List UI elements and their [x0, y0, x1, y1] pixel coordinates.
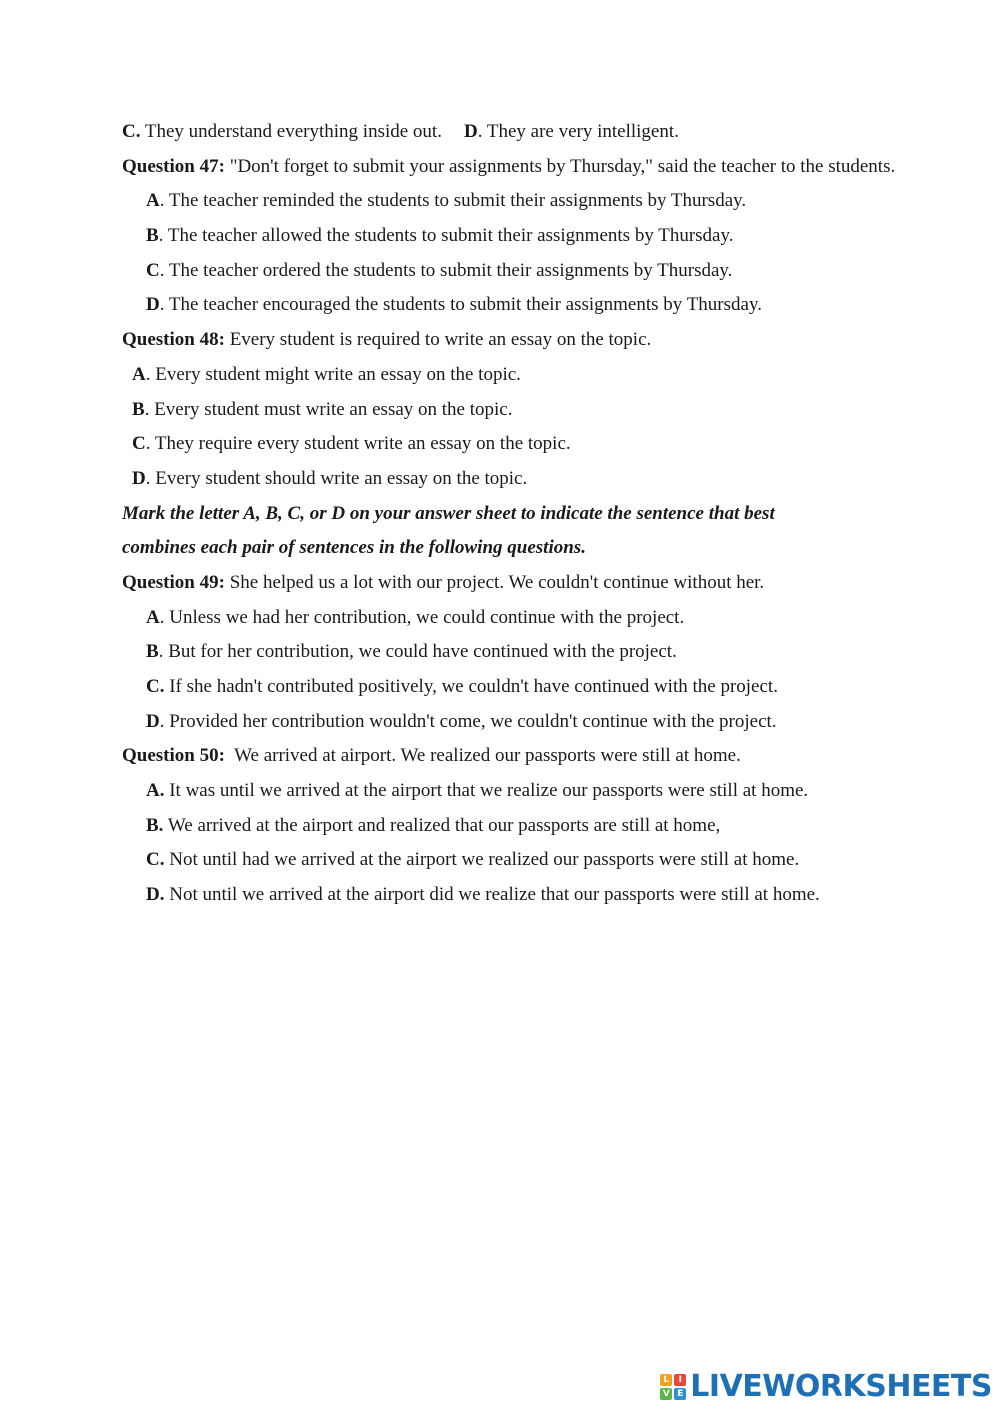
- question-48-option-c: [122, 427, 922, 462]
- section-instruction-line-2: combines each pair of sentences in the following questions.: [122, 537, 586, 559]
- question-text: She helped us a lot with our project. We couldn't continue without her.: [224, 571, 765, 593]
- logo-mark-cell: E: [674, 1388, 686, 1400]
- option-label: B: [132, 398, 145, 420]
- section-instruction-line-1: Mark the letter A, B, C, or D on your answer sheet to indicate the sentence that best: [122, 502, 775, 524]
- question-49-option-a: [122, 601, 922, 636]
- option-text: Not until had we arrived at the airport we realized our passports were still at home.: [164, 849, 800, 871]
- question-47-option-b: [122, 219, 922, 254]
- question-49-option-c: [122, 670, 922, 705]
- option-label: D: [146, 294, 160, 316]
- option-text: Not until we arrived at the airport did we realize that our passports were still at home.: [164, 884, 820, 906]
- question-48-stem: [122, 323, 922, 358]
- option-text: . Every student might write an essay on the topic.: [145, 363, 521, 385]
- question-label: Question 47:: [122, 155, 225, 177]
- option-label: D.: [146, 884, 165, 906]
- liveworksheets-logo: [660, 1367, 992, 1407]
- question-text: We arrived at airport. We realized our passports were still at home.: [224, 745, 741, 767]
- question-50-option-c: [122, 843, 922, 878]
- option-text: If she hadn't contributed positively, we couldn't have continued with the project.: [164, 676, 778, 698]
- option-text: . Unless we had her contribution, we could continue with the project.: [159, 606, 685, 628]
- question-48-option-b: [122, 393, 922, 428]
- option-text: . Every student must write an essay on the topic.: [144, 398, 513, 420]
- option-text: It was until we arrived at the airport that we realize our passports were still at home.: [164, 780, 809, 802]
- option-label: B: [146, 225, 159, 247]
- option-label: C: [132, 433, 146, 455]
- option-text: . The teacher ordered the students to submit their assignments by Thursday.: [159, 259, 733, 281]
- option-text: They understand everything inside out.: [140, 121, 442, 142]
- question-49-option-d: [122, 705, 922, 740]
- question-50-option-a: [122, 774, 922, 809]
- question-text: Every student is required to write an essay on the topic.: [224, 329, 652, 351]
- liveworksheets-logo-icon: [660, 1374, 686, 1400]
- question-47-stem: [122, 150, 922, 185]
- question-47-option-c: [122, 254, 922, 289]
- option-text: . They require every student write an essay on the topic.: [145, 433, 571, 455]
- question-48-option-d: [122, 462, 922, 497]
- question-50-option-b: [122, 809, 922, 844]
- option-label: C.: [146, 849, 165, 871]
- question-50-option-d: [122, 878, 922, 913]
- worksheet-page: [122, 115, 922, 913]
- option-text: . Provided her contribution wouldn't come, we couldn't continue with the project.: [159, 710, 777, 732]
- logo-mark-cell: L: [660, 1374, 672, 1386]
- logo-mark-cell: V: [660, 1388, 672, 1400]
- question-49-stem: [122, 566, 922, 601]
- option-text: . The teacher allowed the students to submit their assignments by Thursday.: [158, 225, 734, 247]
- question-47-option-d: [122, 288, 922, 323]
- question-label: Question 50:: [122, 745, 225, 767]
- option-text: . Every student should write an essay on the topic.: [145, 467, 528, 489]
- question-label: Question 49:: [122, 571, 225, 593]
- option-text: . The teacher reminded the students to submit their assignments by Thursday.: [159, 190, 747, 212]
- logo-wordmark: LIVEWORKSHEETS: [690, 1369, 992, 1404]
- option-text: . The teacher encouraged the students to submit their assignments by Thursday.: [159, 294, 762, 316]
- option-label: D: [146, 710, 160, 732]
- option-label: A.: [146, 780, 165, 802]
- option-label: A: [132, 363, 146, 385]
- option-label: B.: [146, 814, 164, 836]
- option-text: . They are very intelligent.: [477, 121, 679, 142]
- question-48-option-a: [122, 358, 922, 393]
- question-47-option-a: [122, 184, 922, 219]
- question-text: "Don't forget to submit your assignments by Thursday," said the teacher to the students.: [224, 155, 896, 177]
- option-label: C.: [122, 121, 141, 142]
- logo-mark-cell: I: [674, 1374, 686, 1386]
- option-label: B: [146, 641, 159, 663]
- option-label: D: [132, 467, 146, 489]
- option-text: . But for her contribution, we could have continued with the project.: [158, 641, 677, 663]
- option-text: We arrived at the airport and realized that our passports are still at home,: [163, 814, 721, 836]
- question-label: Question 48:: [122, 329, 225, 351]
- option-label: C: [146, 259, 160, 281]
- question-50-stem: [122, 739, 922, 774]
- option-label: D: [463, 121, 478, 142]
- q46-options-cd: [122, 115, 922, 150]
- option-label: A: [146, 606, 160, 628]
- question-49-option-b: [122, 635, 922, 670]
- option-label: C.: [146, 676, 165, 698]
- option-label: A: [146, 190, 160, 212]
